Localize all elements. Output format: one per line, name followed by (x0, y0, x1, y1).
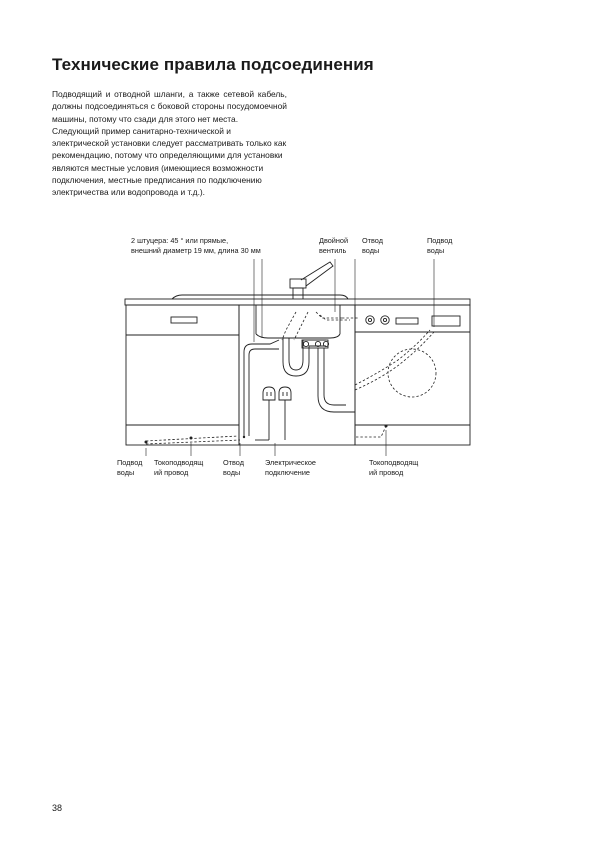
label-double-valve: Двойной вентиль (319, 236, 349, 255)
electric-outlet-2 (279, 387, 291, 400)
knob-left (366, 316, 374, 324)
countertop (125, 299, 470, 305)
label-supply-top: Подвод воды (427, 236, 453, 255)
label-fittings: 2 штуцера: 45 ° или прямые, внешний диаметр 19 мм, длина 30 мм (131, 236, 261, 255)
page-title: Технические правила подсоединения (52, 55, 374, 74)
detergent-drawer (432, 316, 460, 326)
label-power-cable-right: Токоподводящ ий провод (369, 458, 419, 477)
dishwasher-body (126, 305, 239, 445)
intro-text (52, 88, 287, 199)
washer-power-line (356, 426, 386, 437)
paragraph-installation: Следующий пример санитарно-технической и электрической установки следует рассматривать только как рекомендацию, потому что определяющими для установки являются местные условия (имеющиеся возможности подключения, местные предписания по подключению электричества или водопровода и т.д.). (52, 125, 287, 198)
washer-hidden-hose (355, 330, 430, 385)
label-supply-bottom: Подвод воды (117, 458, 143, 477)
label-drain-bottom: Отвод воды (223, 458, 244, 477)
washer-drum (388, 349, 436, 397)
electric-outlet-1 (263, 387, 275, 400)
label-drain-top: Отвод воды (362, 236, 383, 255)
dishwasher-handle (171, 317, 197, 323)
label-power-cable-left: Токоподводящ ий провод (154, 458, 204, 477)
sink-rim (172, 295, 348, 299)
faucet (293, 288, 303, 299)
label-electric-connection: Электрическое подключение (265, 458, 316, 477)
paragraph-hoses: Подводящий и отводной шланги, а также сетевой кабель, должны подсоединяться с боковой стороны посудомоечной машины, потому что сзади для этого нет места. (52, 89, 287, 124)
page-number: 38 (52, 803, 63, 813)
installation-diagram (0, 230, 595, 490)
drain-hose-dashed (282, 312, 296, 340)
knob-right (381, 316, 389, 324)
washer-supply-hose (324, 348, 346, 405)
control-buttons (396, 318, 418, 324)
